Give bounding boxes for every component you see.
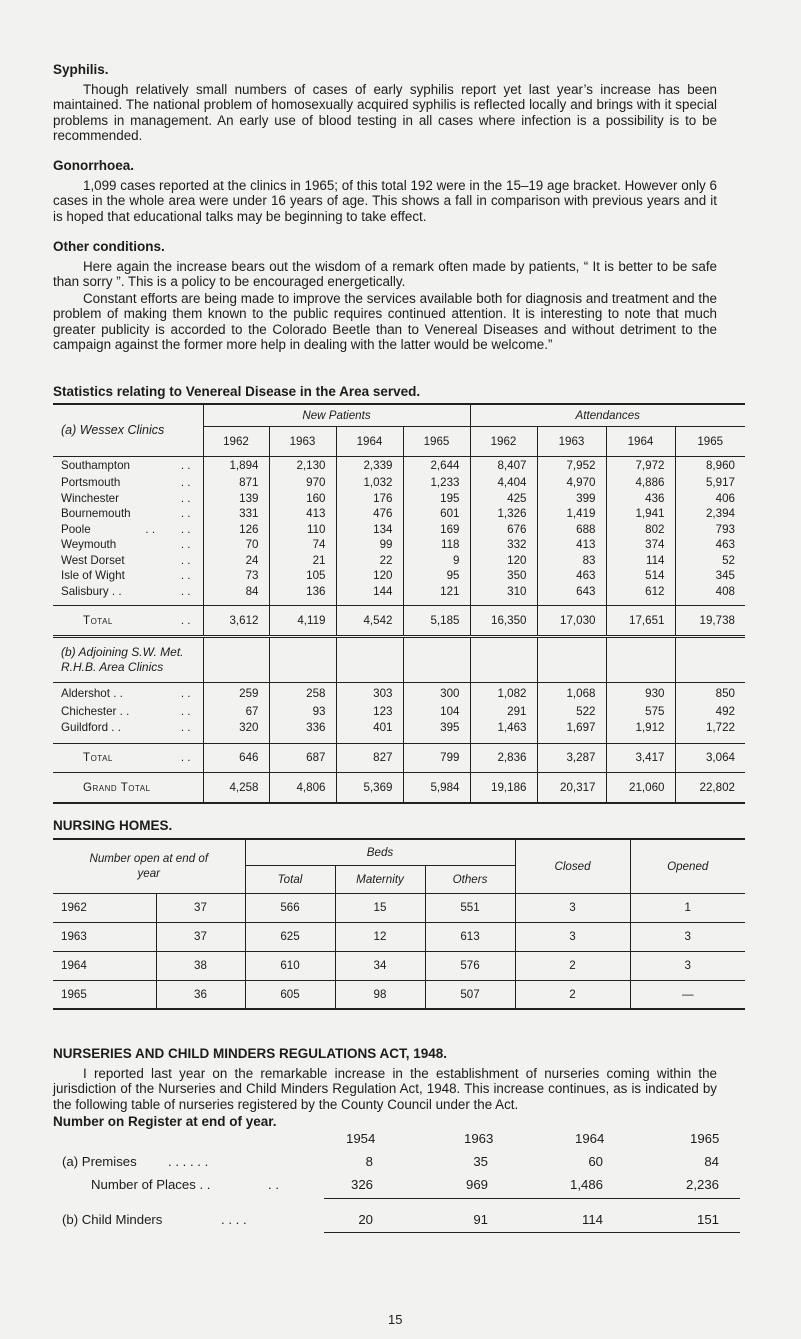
- clinic-value: 320: [203, 720, 269, 736]
- clinic-value: 70: [203, 537, 269, 553]
- clinic-value: 310: [470, 584, 537, 600]
- rule: [324, 1232, 740, 1233]
- page-number: 15: [388, 1312, 403, 1327]
- clinic-value: 139: [203, 491, 269, 507]
- places-value: 2,236: [685, 1177, 719, 1192]
- register-heading: Number on Register at end of year.: [53, 1114, 277, 1129]
- nursing-row: [53, 893, 745, 922]
- clinic-value: 22: [336, 553, 403, 569]
- clinic-value: 120: [470, 553, 537, 569]
- grand-total-value: 5,369: [336, 772, 403, 803]
- leader-dots: . .: [268, 1177, 279, 1192]
- clinic-name: Aldershot . .: [61, 686, 123, 700]
- clinic-value: 291: [470, 704, 537, 720]
- total-value: 3,612: [203, 605, 269, 636]
- clinic-value: 601: [403, 506, 470, 522]
- clinic-value: 74: [269, 537, 336, 553]
- clinic-value: 1,068: [537, 682, 606, 704]
- nursing-cell: 1962: [53, 893, 156, 922]
- total-value: 4,119: [269, 605, 336, 636]
- clinic-value: 114: [606, 553, 675, 569]
- leader-dots: . .: [180, 705, 191, 719]
- section-a-header: (a) Wessex Clinics: [53, 404, 203, 456]
- clinic-name: Isle of Wight: [61, 569, 125, 583]
- clinic-name: Portsmouth: [61, 476, 121, 490]
- clinic-row: [53, 506, 745, 522]
- nursing-cell: 1: [684, 901, 691, 914]
- nursing-cell: 3: [684, 959, 691, 972]
- nursing-cell: 566: [245, 893, 335, 922]
- clinic-value: 4,404: [470, 475, 537, 491]
- year-header: 1962: [470, 426, 537, 456]
- clinic-value: 5,917: [705, 476, 735, 490]
- child-minders-value: 91: [473, 1212, 488, 1227]
- year-header: 1964: [606, 426, 675, 456]
- total-value: 3,064: [705, 751, 735, 764]
- total-label: Total: [83, 613, 113, 627]
- year-header: 1965: [403, 426, 470, 456]
- clinic-row: [53, 704, 745, 720]
- closed-header: Closed: [515, 839, 630, 893]
- clinic-value: 24: [203, 553, 269, 569]
- clinic-value: 95: [403, 568, 470, 584]
- total-value: 17,030: [537, 605, 606, 636]
- total-value: 646: [203, 743, 269, 772]
- clinic-value: 105: [269, 568, 336, 584]
- clinic-value: 1,419: [537, 506, 606, 522]
- clinic-value: 1,032: [336, 475, 403, 491]
- child-minders-value: 20: [358, 1212, 373, 1227]
- nursing-row: [53, 980, 745, 1009]
- leader-dots: . .: [180, 613, 191, 627]
- year-header: 1962: [203, 426, 269, 456]
- clinic-name: Salisbury . .: [61, 584, 122, 598]
- nursing-cell: 38: [156, 951, 245, 980]
- grand-total-value: 5,984: [403, 772, 470, 803]
- nursing-cell: 576: [425, 951, 515, 980]
- total-value: 19,738: [699, 613, 735, 627]
- total-value: 687: [269, 743, 336, 772]
- clinic-value: 374: [606, 537, 675, 553]
- nursing-cell: 551: [425, 893, 515, 922]
- leader-dots: . . . .: [145, 522, 191, 536]
- premises-value: 60: [588, 1154, 603, 1169]
- clinic-value: 160: [269, 491, 336, 507]
- nursing-cell: 1965: [53, 980, 156, 1009]
- clinic-value: 2,339: [336, 456, 403, 475]
- clinic-value: 336: [269, 720, 336, 736]
- leader-dots: . .: [180, 476, 191, 490]
- nursing-cell: 98: [335, 980, 425, 1009]
- clinic-value: 350: [470, 568, 537, 584]
- child-minders-value: 151: [696, 1212, 719, 1227]
- leader-dots: . . . .: [221, 1212, 247, 1227]
- clinic-value: 331: [203, 506, 269, 522]
- clinic-value: 195: [403, 491, 470, 507]
- clinic-name: Poole: [61, 522, 91, 536]
- clinic-value: 123: [336, 704, 403, 720]
- clinic-value: 134: [336, 522, 403, 538]
- clinic-value: 9: [403, 553, 470, 569]
- clinic-value: 8,960: [705, 459, 735, 473]
- clinic-row: [53, 720, 745, 736]
- clinic-value: 126: [203, 522, 269, 538]
- grand-total-row: [53, 772, 745, 803]
- leader-dots: . .: [180, 720, 191, 734]
- nursing-cell: 37: [156, 922, 245, 951]
- total-value: 827: [336, 743, 403, 772]
- leader-dots: . .: [180, 751, 191, 764]
- clinic-value: 1,941: [606, 506, 675, 522]
- grand-total-value: 20,317: [537, 772, 606, 803]
- clinic-value: 104: [403, 704, 470, 720]
- clinic-value: 2,644: [403, 456, 470, 475]
- places-value: 326: [350, 1177, 373, 1192]
- year-header: 1954: [346, 1131, 376, 1146]
- clinic-row: [53, 456, 745, 475]
- nursing-cell: 2: [515, 951, 630, 980]
- clinic-value: 688: [537, 522, 606, 538]
- clinic-value: 612: [606, 584, 675, 600]
- clinic-value: 436: [606, 491, 675, 507]
- clinic-value: 136: [269, 584, 336, 600]
- leader-dots: . .: [180, 686, 191, 700]
- clinic-value: 176: [336, 491, 403, 507]
- clinic-value: 332: [470, 537, 537, 553]
- clinic-row: [53, 475, 745, 491]
- clinic-value: 463: [715, 538, 735, 552]
- clinic-value: 399: [537, 491, 606, 507]
- clinic-value: 1,722: [705, 720, 735, 734]
- total-label: Total: [83, 751, 113, 764]
- clinic-row: [53, 491, 745, 507]
- nursing-cell: 1963: [53, 922, 156, 951]
- nursing-row: [53, 951, 745, 980]
- clinic-value: 258: [269, 682, 336, 704]
- clinic-value: 120: [336, 568, 403, 584]
- clinic-value: 118: [403, 537, 470, 553]
- leader-dots: . .: [180, 569, 191, 583]
- clinic-value: 99: [336, 537, 403, 553]
- syphilis-paragraph: Though relatively small numbers of cases of early syphilis report yet last year’s increase has been maintained. The national problem of homosexually acquired syphilis is reflected locally and brings with it special problems in management. An early use of blood testing in all cases where infection is a possibility is to be recommended.: [53, 82, 717, 143]
- clinic-value: 413: [269, 506, 336, 522]
- clinic-value: 575: [606, 704, 675, 720]
- leader-dots: . .: [180, 584, 191, 598]
- grand-total-value: 4,806: [269, 772, 336, 803]
- clinic-name: Winchester: [61, 491, 119, 505]
- clinic-value: 413: [537, 537, 606, 553]
- clinic-value: 1,697: [537, 720, 606, 736]
- clinic-value: 425: [470, 491, 537, 507]
- clinic-value: 408: [715, 584, 735, 598]
- nursing-cell: —: [681, 987, 694, 1001]
- rule: [324, 1198, 740, 1199]
- total-value: 16,350: [470, 605, 537, 636]
- gonorrhoea-heading: Gonorrhoea.: [53, 158, 135, 173]
- clinic-value: 463: [537, 568, 606, 584]
- clinic-name: Bournemouth: [61, 507, 131, 521]
- other-conditions-paragraph-1: Here again the increase bears out the wisdom of a remark often made by patients, “ It is better to be safe than sorry ”. This is a policy to be encouraged energetically.: [53, 259, 717, 290]
- attendances-header: Attendances: [470, 404, 745, 426]
- nursing-cell: 3: [515, 922, 630, 951]
- clinic-value: 8,407: [470, 456, 537, 475]
- nursing-homes-table: [53, 838, 745, 1010]
- clinic-value: 492: [715, 705, 735, 719]
- clinic-value: 1,463: [470, 720, 537, 736]
- year-header: 1965: [697, 434, 724, 448]
- clinic-value: 121: [403, 584, 470, 600]
- total-value: 799: [403, 743, 470, 772]
- clinic-value: 802: [606, 522, 675, 538]
- clinic-value: 850: [715, 686, 735, 700]
- grand-total-value: 21,060: [606, 772, 675, 803]
- clinic-value: 1,326: [470, 506, 537, 522]
- nursing-cell: 613: [425, 922, 515, 951]
- leader-dots: . .: [180, 538, 191, 552]
- nursing-cell: 610: [245, 951, 335, 980]
- year-header: 1964: [336, 426, 403, 456]
- places-label: Number of Places . .: [91, 1177, 211, 1192]
- nursing-cell: 3: [684, 930, 691, 943]
- clinic-value: 1,233: [403, 475, 470, 491]
- nursing-cell: 37: [156, 893, 245, 922]
- clinic-value: 793: [715, 522, 735, 536]
- places-value: 1,486: [569, 1177, 603, 1192]
- total-row: [53, 605, 745, 636]
- clinic-value: 110: [269, 522, 336, 538]
- clinic-value: 871: [203, 475, 269, 491]
- total-value: 3,287: [537, 743, 606, 772]
- vd-statistics-table: [53, 403, 745, 804]
- grand-total-value: 4,258: [203, 772, 269, 803]
- number-open-header: Number open at end of year: [53, 839, 245, 893]
- leader-dots: . .: [180, 553, 191, 567]
- clinic-value: 84: [203, 584, 269, 600]
- nursing-cell: 12: [335, 922, 425, 951]
- nursing-cell: 15: [335, 893, 425, 922]
- total-value: 2,836: [470, 743, 537, 772]
- clinic-row: [53, 584, 745, 600]
- clinic-row: [53, 553, 745, 569]
- clinic-value: 1,082: [470, 682, 537, 704]
- clinic-value: 970: [269, 475, 336, 491]
- clinic-value: 406: [715, 491, 735, 505]
- nursing-cell: 36: [156, 980, 245, 1009]
- clinic-value: 7,972: [606, 456, 675, 475]
- maternity-header: Maternity: [335, 865, 425, 893]
- others-header: Others: [425, 865, 515, 893]
- places-value: 969: [465, 1177, 488, 1192]
- nurseries-paragraph: I reported last year on the remarkable increase in the establishment of nurseries coming within the jurisdiction of the Nurseries and Child Minders Regulation Act, 1948. This increase continues, as is indicated by the following table of nurseries registered by the County Council under the Act.: [53, 1066, 717, 1112]
- clinic-value: 643: [537, 584, 606, 600]
- nursing-cell: 605: [245, 980, 335, 1009]
- clinic-row: [53, 682, 745, 704]
- total-value: 3,417: [606, 743, 675, 772]
- clinic-row: [53, 568, 745, 584]
- clinic-value: 67: [203, 704, 269, 720]
- new-patients-header: New Patients: [203, 404, 470, 426]
- clinic-value: 4,970: [537, 475, 606, 491]
- total-value: 5,185: [403, 605, 470, 636]
- clinic-value: 514: [606, 568, 675, 584]
- other-conditions-heading: Other conditions.: [53, 239, 165, 254]
- gonorrhoea-paragraph: 1,099 cases reported at the clinics in 1965; of this total 192 were in the 15–19 age bracket. However only 6 cases in the whole area were under 16 years of age. This shows a fall in comparison with previous years and it is hoped that educational talks may be beginning to take effect.: [53, 178, 717, 224]
- clinic-name: Weymouth: [61, 538, 117, 552]
- child-minders-value: 114: [581, 1212, 603, 1227]
- clinic-name: West Dorset: [61, 553, 125, 567]
- opened-header: Opened: [630, 839, 745, 893]
- clinic-value: 21: [269, 553, 336, 569]
- nurseries-heading: NURSERIES AND CHILD MINDERS REGULATIONS ACT, 1948.: [53, 1046, 448, 1061]
- clinic-value: 2,394: [705, 507, 735, 521]
- year-header: 1963: [537, 426, 606, 456]
- total-beds-header: Total: [245, 865, 335, 893]
- total-row: [53, 743, 745, 772]
- clinic-name: Southampton: [61, 459, 130, 473]
- year-header: 1963: [464, 1131, 494, 1146]
- nursing-cell: 507: [425, 980, 515, 1009]
- leader-dots: . .: [180, 459, 191, 473]
- clinic-value: 522: [537, 704, 606, 720]
- clinic-row: [53, 537, 745, 553]
- year-header: 1964: [575, 1131, 605, 1146]
- year-header: 1965: [690, 1131, 720, 1146]
- clinic-value: 345: [715, 569, 735, 583]
- beds-header: Beds: [245, 839, 515, 865]
- clinic-value: 169: [403, 522, 470, 538]
- nursing-cell: 34: [335, 951, 425, 980]
- clinic-value: 2,130: [269, 456, 336, 475]
- clinic-name: Chichester . .: [61, 705, 130, 719]
- clinic-value: 930: [606, 682, 675, 704]
- clinic-value: 401: [336, 720, 403, 736]
- clinic-value: 7,952: [537, 456, 606, 475]
- clinic-value: 300: [403, 682, 470, 704]
- leader-dots: . .: [180, 507, 191, 521]
- clinic-value: 93: [269, 704, 336, 720]
- nursing-cell: 625: [245, 922, 335, 951]
- premises-label: (a) Premises: [62, 1154, 137, 1169]
- clinic-value: 303: [336, 682, 403, 704]
- nursing-cell: 1964: [53, 951, 156, 980]
- clinic-value: 259: [203, 682, 269, 704]
- clinic-value: 676: [470, 522, 537, 538]
- grand-total-value: 19,186: [470, 772, 537, 803]
- clinic-value: 144: [336, 584, 403, 600]
- grand-total-label: Grand Total: [83, 780, 151, 794]
- clinic-value: 52: [722, 553, 735, 567]
- leader-dots: . .: [180, 491, 191, 505]
- total-value: 17,651: [606, 605, 675, 636]
- leader-dots: . . . . . .: [168, 1154, 209, 1169]
- syphilis-heading: Syphilis.: [53, 62, 109, 77]
- nursing-homes-heading: NURSING HOMES.: [53, 818, 173, 833]
- total-value: 4,542: [336, 605, 403, 636]
- clinic-value: 1,912: [606, 720, 675, 736]
- clinic-value: 83: [537, 553, 606, 569]
- clinic-value: 476: [336, 506, 403, 522]
- vd-statistics-heading: Statistics relating to Venereal Disease in the Area served.: [53, 384, 421, 399]
- premises-value: 35: [473, 1154, 488, 1169]
- nursing-row: [53, 922, 745, 951]
- nursing-cell: 2: [515, 980, 630, 1009]
- spacer-row: [53, 735, 745, 743]
- premises-value: 84: [704, 1154, 719, 1169]
- clinic-value: 395: [403, 720, 470, 736]
- year-header: 1963: [269, 426, 336, 456]
- clinic-value: 73: [203, 568, 269, 584]
- other-conditions-paragraph-2: Constant efforts are being made to improve the services available both for diagnosis and treatment and the problem of making them known to the public requires continued attention. It is interesting to note that much greater publicity is accorded to the Colorado Beetle than to Venereal Diseases and without detriment to the campaign against the former more help in dealing with the latter would be welcome.”: [53, 291, 717, 352]
- nursing-cell: 3: [515, 893, 630, 922]
- premises-value: 8: [365, 1154, 373, 1169]
- grand-total-value: 22,802: [699, 780, 735, 794]
- clinic-name: Guildford . .: [61, 720, 121, 734]
- clinic-row: [53, 522, 745, 538]
- section-b-header: (b) Adjoining S.W. Met. R.H.B. Area Clinics: [53, 636, 203, 682]
- child-minders-label: (b) Child Minders: [62, 1212, 163, 1227]
- clinic-value: 4,886: [606, 475, 675, 491]
- clinic-value: 1,894: [203, 456, 269, 475]
